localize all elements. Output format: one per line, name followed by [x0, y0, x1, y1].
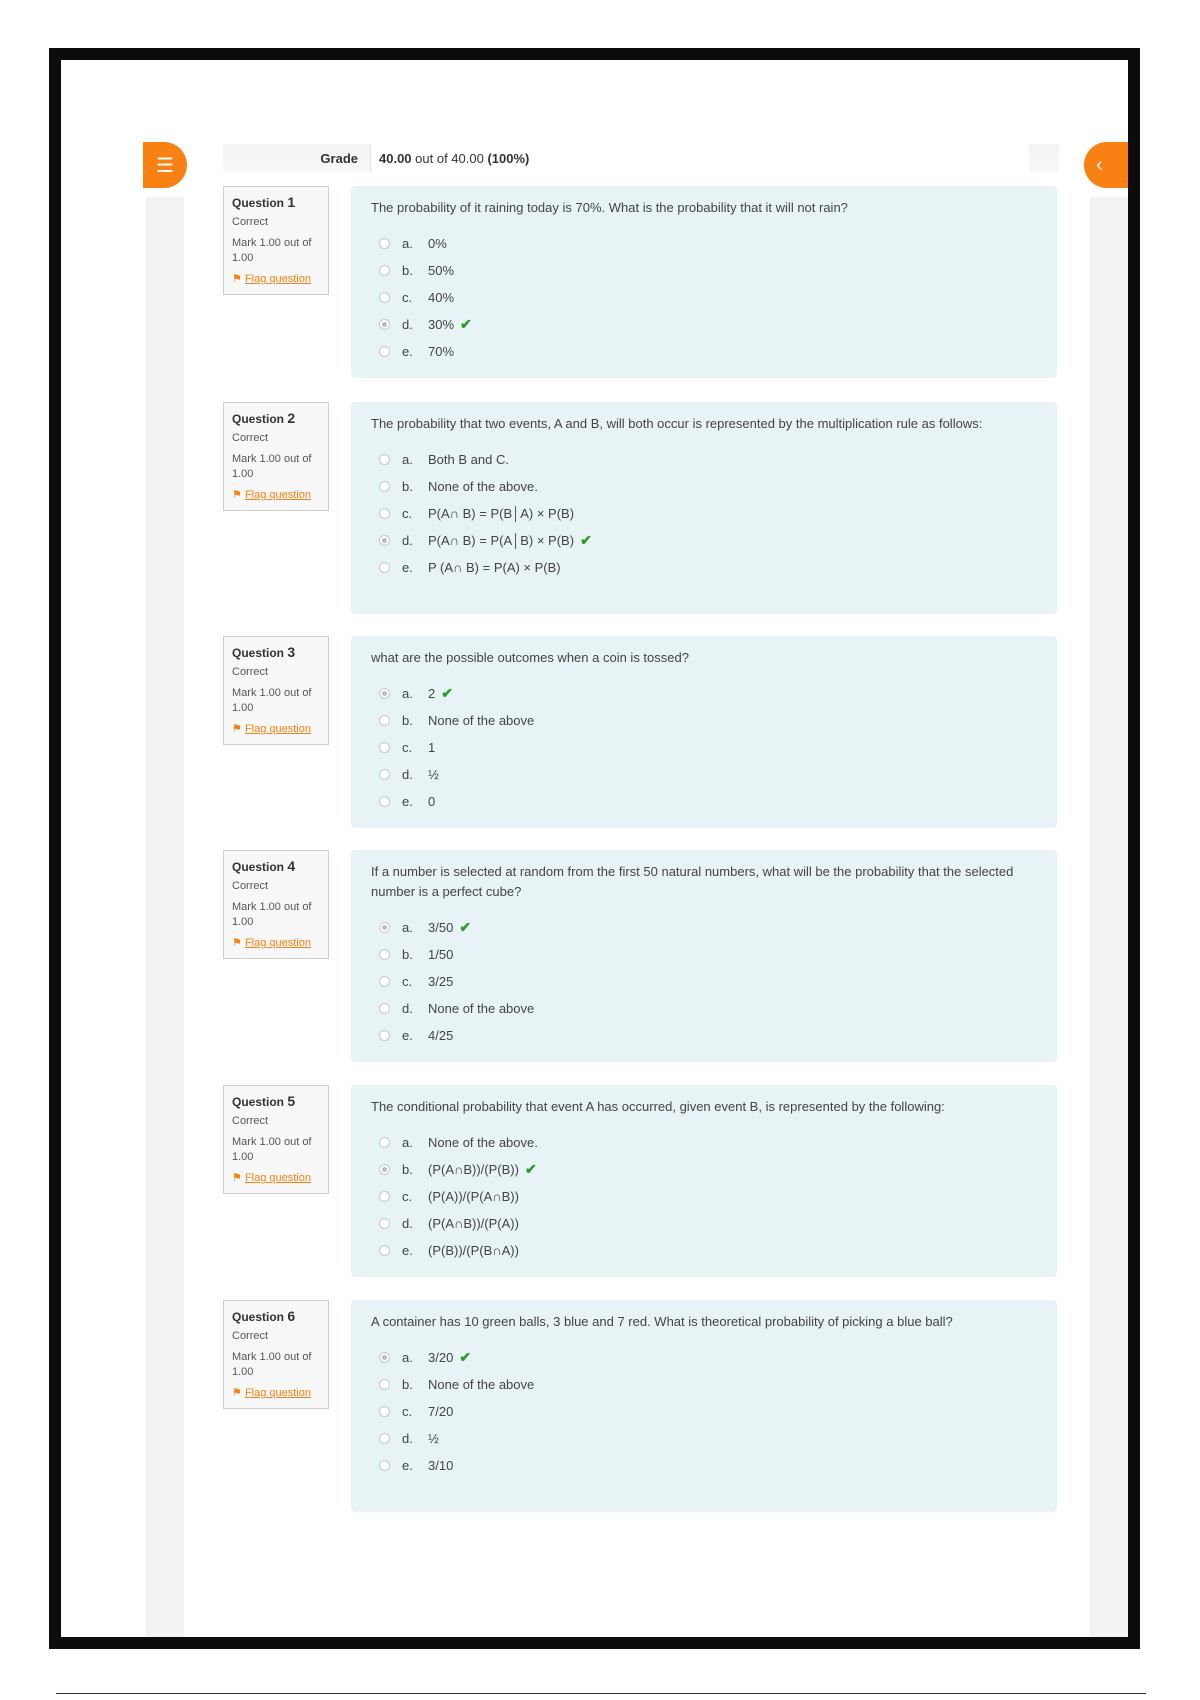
option-letter: c.	[402, 1189, 413, 1204]
answer-radio[interactable]	[379, 319, 390, 330]
option-text: (P(A∩B))/(P(B))	[428, 1162, 519, 1177]
left-drawer-rail	[146, 197, 184, 1637]
answer-radio[interactable]	[379, 1433, 390, 1444]
option-letter: e.	[402, 1243, 413, 1258]
question-number-value: 2	[287, 410, 296, 426]
option-letter: e.	[402, 794, 413, 809]
flag-question-link[interactable]	[232, 272, 320, 287]
option-text: ½	[428, 767, 439, 782]
question-text: what are the possible outcomes when a coin is tossed?	[371, 650, 689, 665]
answer-option[interactable]	[371, 1183, 1037, 1210]
option-letter: a.	[402, 1350, 413, 1365]
option-text: (P(A))/(P(A∩B))	[428, 1189, 519, 1204]
option-text: 2	[428, 686, 436, 701]
question-content	[351, 1085, 1057, 1277]
answer-radio[interactable]	[379, 715, 390, 726]
question-info	[223, 1300, 329, 1409]
answer-option[interactable]	[371, 1452, 1037, 1479]
question-info	[223, 1085, 329, 1194]
option-text: 40%	[428, 290, 455, 305]
question-number-value: 5	[287, 1093, 296, 1109]
question-label: Question	[232, 860, 285, 874]
question-text: If a number is selected at random from the first 50 natural numbers, what will be the probability that the selected number is a perfect cube?	[371, 864, 1014, 899]
answer-radio[interactable]	[379, 1003, 390, 1014]
answer-radio[interactable]	[379, 1460, 390, 1471]
option-letter: b.	[402, 263, 413, 278]
list-icon: ☰	[156, 154, 174, 177]
question-content	[351, 186, 1057, 378]
option-text: 70%	[428, 344, 455, 359]
option-text: 3/50	[428, 920, 454, 935]
flag-question-link[interactable]	[232, 936, 320, 951]
answer-option[interactable]	[371, 257, 1037, 284]
question-text: A container has 10 green balls, 3 blue and 7 red. What is theoretical probability of picking a blue ball?	[371, 1314, 953, 1329]
answer-radio[interactable]	[379, 922, 390, 933]
option-letter: a.	[402, 686, 413, 701]
answer-radio[interactable]	[379, 454, 390, 465]
option-letter: d.	[402, 1216, 413, 1231]
option-text: 3/20	[428, 1350, 454, 1365]
answer-option[interactable]	[371, 941, 1037, 968]
option-letter: c.	[402, 1404, 413, 1419]
question-text: The conditional probability that event A has occurred, given event B, is represented by the following:	[371, 1099, 945, 1114]
right-drawer-rail	[1090, 197, 1128, 1637]
question-mark: Mark 1.00 out of 1.00	[232, 237, 312, 264]
answer-option[interactable]	[371, 761, 1037, 788]
answer-radio[interactable]	[379, 1245, 390, 1256]
answer-radio[interactable]	[379, 949, 390, 960]
option-text: None of the above	[428, 713, 535, 728]
option-text: None of the above.	[428, 1135, 538, 1150]
flag-question-link[interactable]	[232, 488, 320, 503]
flag-question-label: Flag question	[244, 1387, 311, 1399]
question-status: Correct	[232, 1115, 269, 1127]
question-content	[351, 1300, 1057, 1512]
chevron-left-icon: ‹	[1096, 153, 1103, 176]
option-text: 30%	[428, 317, 455, 332]
answer-radio[interactable]	[379, 1137, 390, 1148]
flag-icon: ⚑	[232, 273, 242, 285]
flag-question-link[interactable]	[232, 722, 320, 737]
option-text: 0%	[428, 236, 447, 251]
answer-radio[interactable]	[379, 769, 390, 780]
question-number	[232, 644, 320, 660]
question-status: Correct	[232, 216, 269, 228]
question-status: Correct	[232, 880, 269, 892]
option-text: P(A∩ B) = P(B│A) × P(B)	[428, 506, 575, 521]
flag-icon: ⚑	[232, 1387, 242, 1399]
answer-option[interactable]	[371, 1129, 1037, 1156]
question-mark: Mark 1.00 out of 1.00	[232, 687, 312, 714]
option-text: 50%	[428, 263, 455, 278]
question-number-value: 3	[287, 644, 296, 660]
question-label: Question	[232, 1310, 285, 1324]
option-text: ½	[428, 1431, 439, 1446]
flag-question-link[interactable]	[232, 1171, 320, 1186]
answer-radio[interactable]	[379, 238, 390, 249]
option-letter: d.	[402, 1431, 413, 1446]
question-number	[232, 1308, 320, 1324]
option-letter: d.	[402, 1001, 413, 1016]
option-letter: b.	[402, 479, 413, 494]
flag-icon: ⚑	[232, 723, 242, 735]
answer-radio[interactable]	[379, 346, 390, 357]
grade-summary	[223, 144, 1059, 172]
question-status: Correct	[232, 432, 269, 444]
option-letter: c.	[402, 974, 413, 989]
answer-radio[interactable]	[379, 1030, 390, 1041]
checkmark-icon: ✔	[459, 1349, 472, 1365]
question-info	[223, 636, 329, 745]
answer-option[interactable]	[371, 230, 1037, 257]
answer-radio[interactable]	[379, 1191, 390, 1202]
question-content	[351, 402, 1057, 614]
answer-option[interactable]	[371, 1156, 1037, 1183]
answer-option[interactable]	[371, 527, 1037, 554]
checkmark-icon: ✔	[580, 532, 592, 548]
answer-radio[interactable]	[379, 292, 390, 303]
answer-option[interactable]	[371, 680, 1037, 707]
answer-option[interactable]	[371, 1237, 1037, 1264]
answer-radio[interactable]	[379, 265, 390, 276]
option-text: 7/20	[428, 1404, 454, 1419]
answer-radio[interactable]	[379, 1352, 390, 1363]
answer-radio[interactable]	[379, 796, 390, 807]
answer-option[interactable]	[371, 338, 1037, 365]
answer-option[interactable]	[371, 1425, 1037, 1452]
answer-radio[interactable]	[379, 976, 390, 987]
option-letter: c.	[402, 506, 413, 521]
option-letter: b.	[402, 947, 413, 962]
option-text: None of the above	[428, 1377, 535, 1392]
question-info	[223, 402, 329, 511]
grade-value	[370, 144, 1029, 172]
answer-option[interactable]	[371, 707, 1037, 734]
flag-question-label: Flag question	[244, 1172, 311, 1184]
question-status: Correct	[232, 666, 269, 678]
checkmark-icon: ✔	[441, 685, 453, 701]
option-text: 4/25	[428, 1028, 454, 1043]
option-letter: b.	[402, 1377, 413, 1392]
answer-option[interactable]	[371, 1022, 1037, 1049]
question-label: Question	[232, 196, 285, 210]
question-info	[223, 186, 329, 295]
answer-option[interactable]	[371, 995, 1037, 1022]
flag-question-label: Flag question	[244, 937, 311, 949]
option-letter: c.	[402, 290, 413, 305]
checkmark-icon: ✔	[460, 316, 472, 332]
question-number	[232, 410, 320, 426]
flag-question-link[interactable]	[232, 1386, 320, 1401]
answer-option[interactable]	[371, 473, 1037, 500]
answer-option[interactable]	[371, 788, 1037, 815]
flag-question-label: Flag question	[244, 489, 311, 501]
answer-radio[interactable]	[379, 508, 390, 519]
option-letter: a.	[402, 920, 413, 935]
question-text: The probability that two events, A and B, will both occur is represented by the multiplication rule as follows:	[371, 416, 983, 431]
question-label: Question	[232, 646, 285, 660]
question-mark: Mark 1.00 out of 1.00	[232, 453, 312, 480]
checkmark-icon: ✔	[459, 919, 472, 935]
option-letter: d.	[402, 767, 413, 782]
answer-option[interactable]	[371, 446, 1037, 473]
option-text: 1	[428, 740, 436, 755]
option-text: P (A∩ B) = P(A) × P(B)	[428, 560, 561, 575]
answer-option[interactable]	[371, 1210, 1037, 1237]
flag-question-label: Flag question	[244, 723, 311, 735]
question-status: Correct	[232, 1330, 269, 1342]
answer-option[interactable]	[371, 1398, 1037, 1425]
answer-radio[interactable]	[379, 481, 390, 492]
answer-option[interactable]	[371, 1371, 1037, 1398]
flag-icon: ⚑	[232, 1172, 242, 1184]
option-letter: c.	[402, 740, 413, 755]
question-mark: Mark 1.00 out of 1.00	[232, 1136, 312, 1163]
grade-score: 40.00	[379, 150, 412, 166]
option-letter: e.	[402, 560, 413, 575]
grade-percent: (100%)	[487, 150, 530, 166]
option-text: Both B and C.	[428, 452, 509, 467]
option-letter: e.	[402, 1028, 413, 1043]
option-letter: d.	[402, 317, 413, 332]
flag-icon: ⚑	[232, 489, 242, 501]
flag-icon: ⚑	[232, 937, 242, 949]
answer-radio[interactable]	[379, 1379, 390, 1390]
question-number-value: 4	[287, 858, 296, 874]
grade-out-of: out of 40.00	[415, 150, 484, 166]
answer-radio[interactable]	[379, 1218, 390, 1229]
question-content	[351, 850, 1057, 1062]
option-text: None of the above	[428, 1001, 535, 1016]
flag-question-label: Flag question	[244, 273, 311, 285]
option-text: None of the above.	[428, 479, 538, 494]
checkmark-icon: ✔	[524, 1161, 537, 1177]
grade-label: Grade	[320, 150, 358, 166]
answer-radio[interactable]	[379, 1406, 390, 1417]
option-letter: a.	[402, 1135, 413, 1150]
question-number	[232, 1093, 320, 1109]
option-text: 0	[428, 794, 436, 809]
screenshot-frame	[49, 48, 1140, 1649]
option-letter: b.	[402, 1162, 413, 1177]
answer-radio[interactable]	[379, 1164, 390, 1175]
option-letter: b.	[402, 713, 413, 728]
answer-option[interactable]	[371, 554, 1037, 581]
question-number	[232, 858, 320, 874]
answer-radio[interactable]	[379, 742, 390, 753]
question-info	[223, 850, 329, 959]
open-course-index-button[interactable]	[143, 142, 187, 188]
answer-radio[interactable]	[379, 688, 390, 699]
option-text: (P(A∩B))/(P(A))	[428, 1216, 519, 1231]
option-letter: e.	[402, 1458, 413, 1473]
answer-radio[interactable]	[379, 535, 390, 546]
answer-radio[interactable]	[379, 562, 390, 573]
question-number	[232, 194, 320, 210]
answer-option[interactable]	[371, 734, 1037, 761]
answer-option[interactable]	[371, 284, 1037, 311]
answer-option[interactable]	[371, 968, 1037, 995]
answer-option[interactable]	[371, 311, 1037, 338]
question-label: Question	[232, 412, 285, 426]
page-bottom-rule	[56, 1693, 1146, 1694]
open-block-drawer-button[interactable]	[1084, 142, 1128, 188]
option-text: (P(B))/(P(B∩A))	[428, 1243, 519, 1258]
option-letter: a.	[402, 452, 413, 467]
answer-option[interactable]	[371, 500, 1037, 527]
question-mark: Mark 1.00 out of 1.00	[232, 901, 312, 928]
option-text: 3/25	[428, 974, 454, 989]
option-text: P(A∩ B) = P(A│B) × P(B)	[428, 533, 575, 548]
question-number-value: 1	[287, 194, 296, 210]
answer-option[interactable]	[371, 914, 1037, 941]
option-text: 3/10	[428, 1458, 454, 1473]
question-content	[351, 636, 1057, 828]
question-number-value: 6	[287, 1308, 296, 1324]
option-text: 1/50	[428, 947, 454, 962]
question-text: The probability of it raining today is 70%. What is the probability that it will not rain?	[371, 200, 848, 215]
option-letter: e.	[402, 344, 413, 359]
answer-option[interactable]	[371, 1344, 1037, 1371]
option-letter: a.	[402, 236, 413, 251]
option-letter: d.	[402, 533, 413, 548]
question-label: Question	[232, 1095, 285, 1109]
question-mark: Mark 1.00 out of 1.00	[232, 1351, 312, 1378]
